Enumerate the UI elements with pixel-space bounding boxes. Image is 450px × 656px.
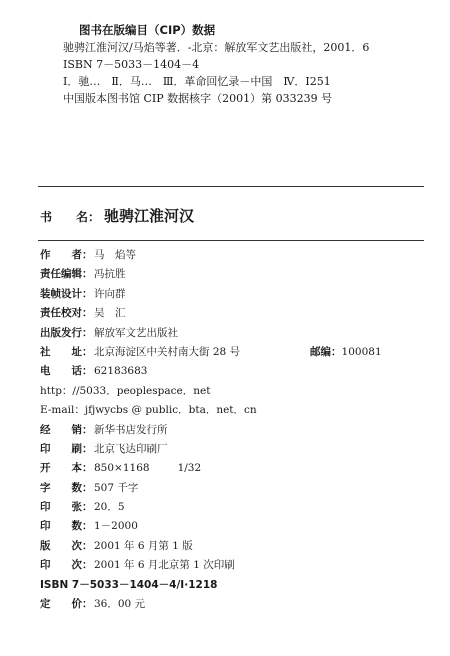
row-isbn: ISBN 7－5033－1404－4/Ⅰ·1218 <box>40 578 218 591</box>
cip-line-isbn: ISBN 7－5033－1404－4 <box>63 58 200 71</box>
row-design: 装帧设计： 许向群 <box>40 287 126 300</box>
row-address: 社 址： 北京海淀区中关村南大街 28 号 邮编：100081 <box>40 343 440 362</box>
divider-bottom <box>38 240 424 241</box>
row-editor: 责任编辑： 冯抗胜 <box>40 268 126 281</box>
row-printer: 印 刷： 北京飞达印刷厂 <box>40 442 168 455</box>
row-edition: 版 次： 2001 年 6 月第 1 版 <box>40 539 193 552</box>
postcode: 100081 <box>341 345 382 358</box>
row-http: http：//5033．peoplespace．net <box>40 384 211 397</box>
row-email: E-mail：jfjwycbs @ public．bta．net．cn <box>40 404 257 417</box>
row-copies: 印 数： 1－2000 <box>40 520 138 533</box>
row-author: 作 者： 马 焰等 <box>40 249 136 261</box>
cip-line-title: 驰骋江淮河汉/马焰等著．-北京：解放军文艺出版社，2001．6 <box>63 41 370 54</box>
row-phone: 电 话： 62183683 <box>40 365 148 378</box>
row-words: 字 数： 507 千字 <box>40 481 139 494</box>
cip-line-record: 中国版本图书馆 CIP 数据核字（2001）第 033239 号 <box>63 92 333 105</box>
postcode-label: 邮编： <box>310 345 342 358</box>
divider-top <box>38 186 424 187</box>
cip-block <box>63 22 433 107</box>
row-proof: 责任校对： 吴 汇 <box>40 307 126 320</box>
cip-heading: 图书在版编目（CIP）数据 <box>79 23 216 37</box>
book-title-label: 书 名： <box>40 210 101 224</box>
publication-details <box>40 246 440 614</box>
cip-line-classification: Ⅰ．驰… Ⅱ．马… Ⅲ．革命回忆录－中国 Ⅳ．Ⅰ251 <box>63 75 331 88</box>
row-printing: 印 次： 2001 年 6 月北京第 1 次印刷 <box>40 559 235 572</box>
row-format: 开 本： 850×1168 1/32 <box>40 462 202 475</box>
book-title-row <box>40 205 194 226</box>
row-distributor: 经 销： 新华书店发行所 <box>40 423 168 436</box>
row-publisher: 出版发行： 解放军文艺出版社 <box>40 326 178 339</box>
row-sheets: 印 张： 20．5 <box>40 501 125 514</box>
row-price: 定 价： 36．00 元 <box>40 598 146 611</box>
book-title: 驰骋江淮河汉 <box>104 207 195 225</box>
